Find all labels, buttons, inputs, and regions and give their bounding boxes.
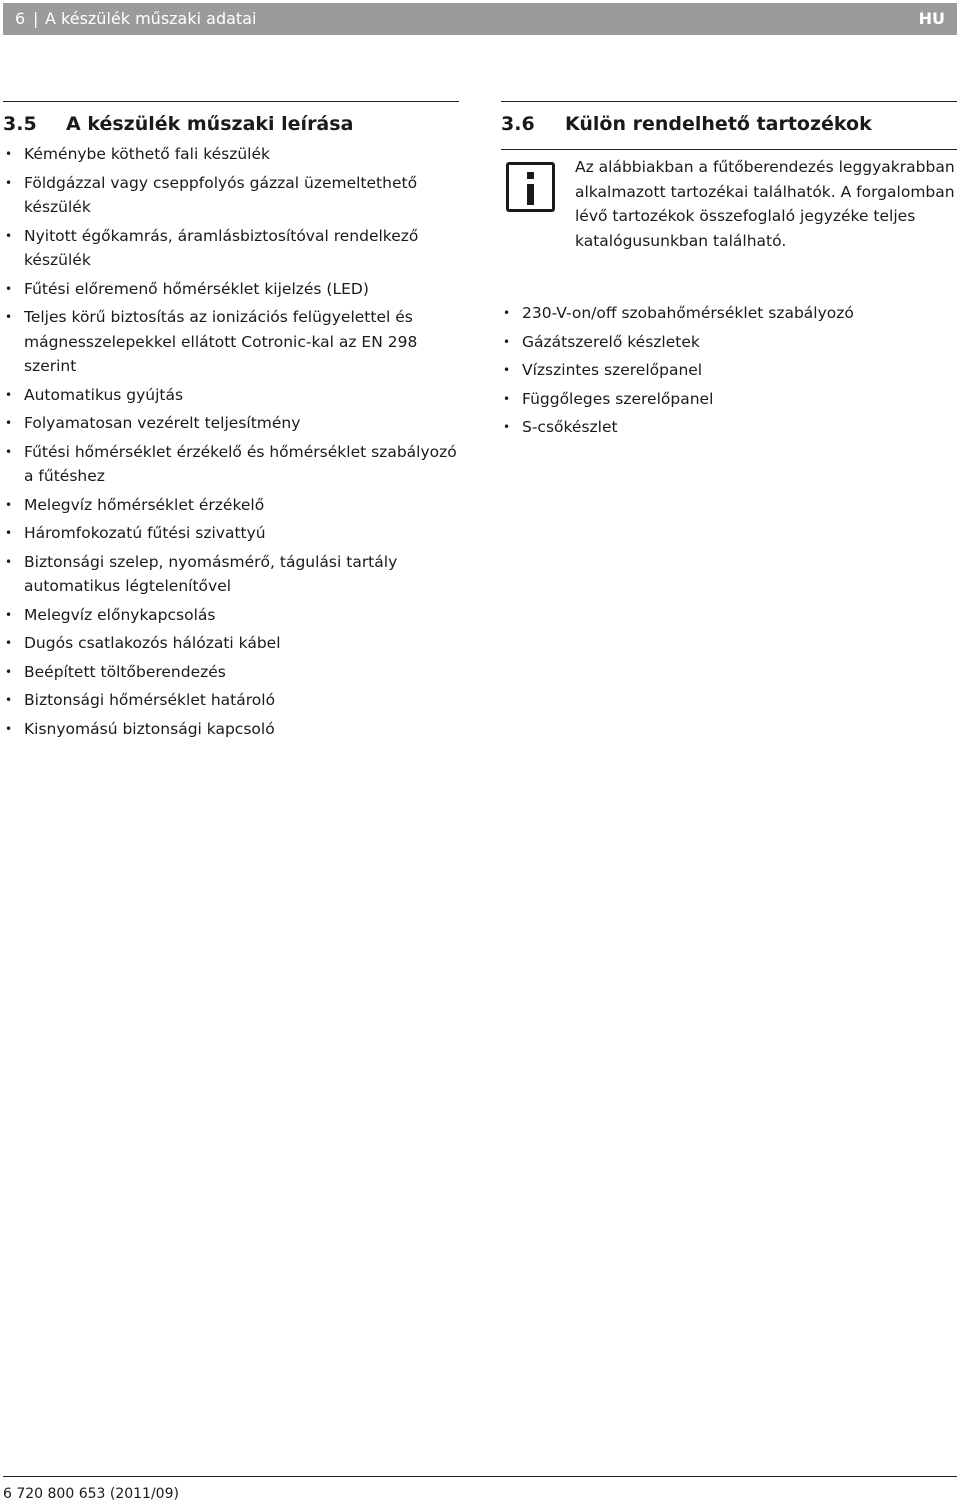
list-item	[3, 717, 459, 742]
section-rule	[501, 101, 957, 102]
section-number: 3.6	[501, 113, 535, 135]
bullet-icon: •	[5, 310, 13, 324]
list-item-text: Teljes körű biztosítás az ionizációs felügyelettel és mágnesszelepekkel ellátott Cotronic-kal az EN 298 szerint	[24, 308, 418, 375]
list-item	[3, 550, 459, 599]
list-item-text: Földgázzal vagy cseppfolyós gázzal üzemeltethető készülék	[24, 173, 418, 216]
section-heading-3-6	[501, 111, 957, 137]
list-item	[3, 603, 459, 628]
list-item	[501, 301, 957, 326]
list-item	[501, 415, 957, 440]
section-number: 3.5	[3, 113, 37, 135]
bullet-icon: •	[5, 387, 13, 402]
list-item	[3, 171, 459, 220]
bullet-icon: •	[5, 721, 13, 736]
bullet-icon: •	[5, 526, 13, 540]
list-item-text: Gázátszerelő készletek	[522, 332, 700, 351]
list-item-text: Dugós csatlakozós hálózati kábel	[24, 634, 281, 652]
section-rule	[3, 101, 459, 102]
list-item	[3, 688, 459, 713]
bullet-icon: •	[5, 497, 13, 512]
header-title: A készülék műszaki adatai	[45, 9, 257, 28]
info-icon	[506, 162, 555, 212]
list-item	[501, 358, 957, 383]
bullet-icon: •	[5, 554, 13, 569]
list-item-text: Fűtési előremenő hőmérséklet kijelzés (LED)	[24, 279, 369, 298]
list-item	[3, 305, 459, 379]
section-title: A készülék műszaki leírása	[66, 113, 354, 135]
list-item-text: Automatikus gyújtás	[24, 385, 184, 404]
bullet-icon: •	[5, 693, 13, 707]
list-item-text: 230-V-on/off szobahőmérséklet szabályozó	[522, 304, 854, 322]
bullet-icon: •	[5, 175, 13, 190]
list-item-text: Vízszintes szerelőpanel	[522, 361, 703, 379]
section-heading-3-5	[3, 111, 459, 137]
list-item-text: S-csőkészlet	[522, 418, 618, 436]
left-column	[3, 101, 459, 745]
list-item	[3, 521, 459, 546]
info-icon-stem	[527, 184, 534, 205]
header-separator: |	[33, 9, 39, 28]
list-item-text: Háromfokozatú fűtési szivattyú	[24, 524, 266, 542]
bullet-icon: •	[5, 147, 13, 161]
section-title: Külön rendelhető tartozékok	[565, 113, 872, 135]
list-item-text: Biztonsági szelep, nyomásmérő, tágulási tartály automatikus légtelenítővel	[24, 552, 398, 595]
bullet-icon: •	[503, 306, 511, 320]
bullet-icon: •	[5, 444, 13, 459]
info-text: Az alábbiakban a fűtőberendezés leggyakrabban alkalmazott tartozékai találhatók. A forgalomban lévő tartozékok összefoglaló jegyzéke teljes katalógusunkban található.	[575, 158, 955, 250]
right-column	[501, 101, 957, 444]
bullet-icon: •	[503, 391, 511, 406]
list-item-text: Fűtési hőmérséklet érzékelő és hőmérséklet szabályozó a fűtéshez	[24, 442, 457, 485]
list-item-text: Nyitott égőkamrás, áramlásbiztosítóval rendelkező készülék	[24, 226, 419, 269]
list-item-text: Folyamatosan vezérelt teljesítmény	[24, 414, 301, 432]
bullet-icon: •	[5, 636, 13, 650]
bullet-icon: •	[503, 334, 511, 349]
list-item	[3, 631, 459, 656]
footer-rule	[3, 1476, 957, 1477]
bullet-icon: •	[5, 281, 13, 296]
list-item	[3, 383, 459, 408]
info-icon-dot	[527, 172, 534, 179]
bullet-icon: •	[5, 228, 13, 243]
list-item-text: Kisnyomású biztonsági kapcsoló	[24, 719, 275, 738]
accessories-list	[501, 301, 957, 440]
bullet-icon: •	[5, 664, 13, 679]
list-item	[3, 660, 459, 685]
page-header	[3, 3, 957, 35]
page-number: 6	[15, 9, 26, 28]
list-item	[3, 411, 459, 436]
features-list	[3, 142, 459, 741]
list-item-text: Melegvíz előnykapcsolás	[24, 605, 216, 624]
language-code: HU	[918, 9, 945, 28]
list-item-text: Függőleges szerelőpanel	[522, 389, 714, 408]
list-item	[3, 440, 459, 489]
list-item-text: Kéménybe köthető fali készülék	[24, 145, 271, 163]
bullet-icon: •	[503, 363, 511, 377]
page-footer	[3, 1476, 957, 1504]
list-item	[3, 277, 459, 302]
info-notice	[501, 150, 957, 278]
list-item	[501, 387, 957, 412]
list-item	[3, 142, 459, 167]
list-item-text: Biztonsági hőmérséklet határoló	[24, 691, 276, 709]
list-item	[3, 224, 459, 273]
list-item	[501, 330, 957, 355]
list-item-text: Beépített töltőberendezés	[24, 662, 226, 681]
document-code: 6 720 800 653 (2011/09)	[3, 1486, 179, 1502]
list-item-text: Melegvíz hőmérséklet érzékelő	[24, 495, 265, 514]
bullet-icon: •	[5, 607, 13, 622]
bullet-icon: •	[503, 420, 511, 434]
bullet-icon: •	[5, 416, 13, 430]
list-item	[3, 493, 459, 518]
